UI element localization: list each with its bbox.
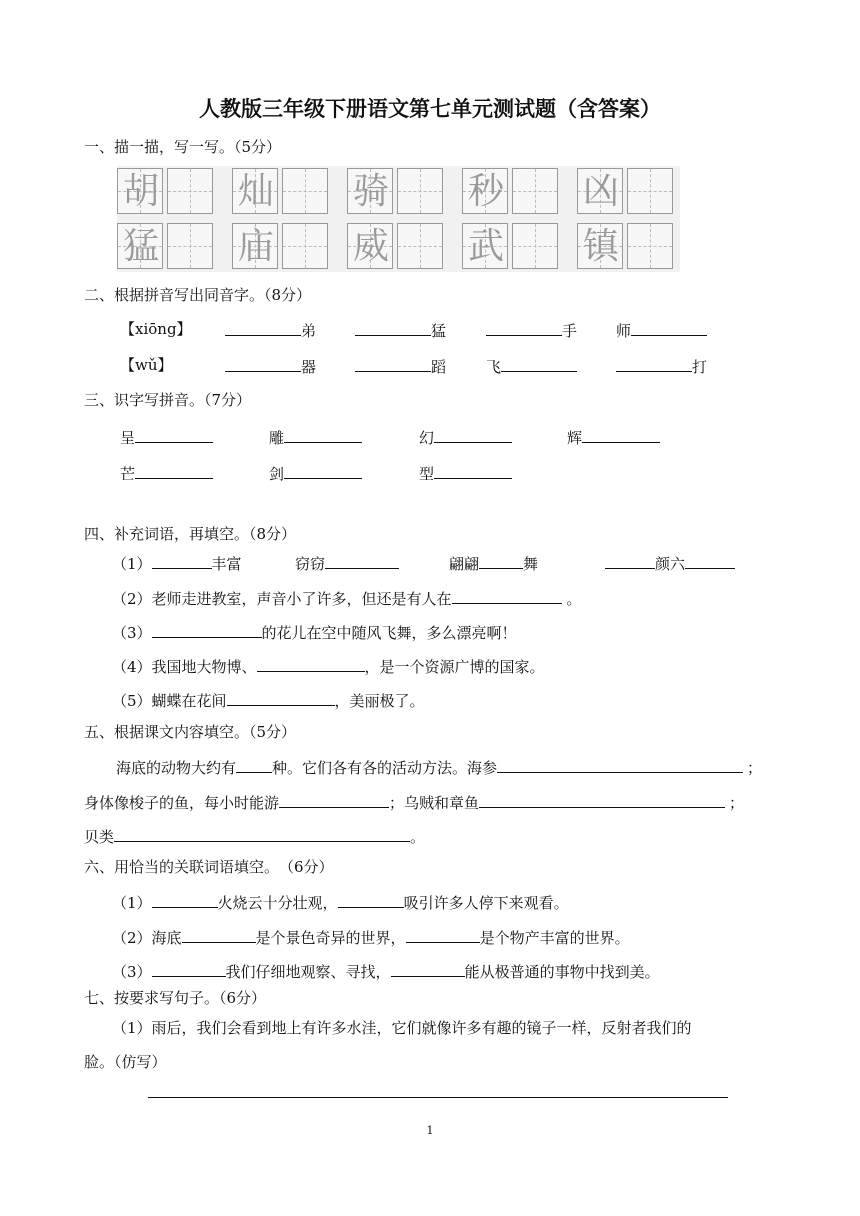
word-fragment: 手 bbox=[562, 322, 578, 340]
word-fragment: 弟 bbox=[301, 322, 317, 340]
answer-blank[interactable] bbox=[434, 462, 512, 479]
grid-cell bbox=[117, 166, 220, 214]
question-number: （3） bbox=[112, 963, 152, 981]
section-4-heading: 四、补充词语，再填空。（8分） bbox=[84, 525, 297, 543]
answer-blank[interactable] bbox=[616, 355, 692, 372]
trace-char: 秒 bbox=[467, 171, 504, 212]
word-fragment: 丰富 bbox=[211, 555, 242, 573]
word-fragment: 器 bbox=[301, 358, 317, 376]
answer-blank[interactable] bbox=[582, 426, 660, 443]
page-title: 人教版三年级下册语文第七单元测试题（含答案） bbox=[199, 97, 661, 121]
grid-cell bbox=[462, 221, 565, 269]
answer-blank[interactable] bbox=[631, 319, 707, 336]
pinyin-char: 剑 bbox=[269, 465, 285, 483]
question-text: 的花儿在空中随风飞舞，多么漂亮啊！ bbox=[261, 624, 517, 642]
grid-cell bbox=[347, 221, 450, 269]
answer-blank[interactable] bbox=[257, 655, 365, 672]
question-text: （4）我国地大物博、 bbox=[112, 658, 257, 676]
pinyin-char: 芒 bbox=[120, 465, 136, 483]
grid-cell bbox=[577, 221, 680, 269]
pinyin-char: 雕 bbox=[269, 429, 285, 447]
answer-blank[interactable] bbox=[284, 426, 362, 443]
word-fragment: 翩翩 bbox=[449, 555, 480, 573]
answer-blank[interactable] bbox=[279, 791, 389, 808]
pinyin-wu: 【wǔ】 bbox=[120, 356, 173, 374]
answer-blank[interactable] bbox=[355, 319, 431, 336]
page-number: 1 bbox=[426, 1124, 434, 1137]
grid-cell bbox=[232, 166, 335, 214]
word-fragment: 蹈 bbox=[431, 358, 447, 376]
grid-cell bbox=[577, 166, 680, 214]
punctuation: ； bbox=[747, 759, 763, 777]
answer-blank[interactable] bbox=[406, 926, 480, 943]
question-text: （1）雨后，我们会看到地上有许多水洼，它们就像许多有趣的镜子一样，反射者我们的 bbox=[112, 1019, 692, 1037]
question-text: 吸引许多人停下来观看。 bbox=[403, 894, 569, 912]
section-1-heading: 一、描一描，写一写。（5分） bbox=[84, 138, 282, 156]
word-fragment: 打 bbox=[692, 358, 708, 376]
question-number: （1） bbox=[112, 555, 152, 573]
answer-blank[interactable] bbox=[479, 552, 523, 569]
passage-text: 海底的动物大约有 bbox=[116, 759, 237, 777]
word-fragment: 师 bbox=[616, 322, 632, 340]
punctuation: ； bbox=[729, 794, 745, 812]
answer-blank[interactable] bbox=[152, 891, 218, 908]
section-6-heading: 六、用恰当的关联词语填空。 （6分） bbox=[84, 858, 334, 876]
answer-blank[interactable] bbox=[114, 825, 410, 842]
answer-blank[interactable] bbox=[135, 426, 213, 443]
question-text: 是个景色奇异的世界， bbox=[255, 929, 406, 947]
word-fragment: 舞 bbox=[523, 555, 539, 573]
question-text: 脸。（仿写） bbox=[84, 1053, 167, 1071]
answer-blank[interactable] bbox=[284, 462, 362, 479]
grid-cell bbox=[462, 166, 565, 214]
question-text: （2）老师走进教室，声音小了许多，但还是有人在 bbox=[112, 590, 452, 608]
pinyin-char: 辉 bbox=[567, 429, 583, 447]
question-text: 是个物产丰富的世界。 bbox=[479, 929, 630, 947]
section-3-heading: 三、识字写拼音。（7分） bbox=[84, 391, 252, 409]
section-7-heading: 七、按要求写句子。（6分） bbox=[84, 989, 267, 1007]
trace-char: 庙 bbox=[237, 226, 274, 267]
question-text: 我们仔细地观察、寻找， bbox=[225, 963, 391, 981]
answer-blank[interactable] bbox=[685, 552, 735, 569]
passage-text: ；乌贼和章鱼 bbox=[389, 794, 480, 812]
answer-blank[interactable] bbox=[236, 756, 272, 773]
question-text: ，美丽极了。 bbox=[334, 692, 425, 710]
answer-blank[interactable] bbox=[135, 462, 213, 479]
trace-char: 凶 bbox=[582, 171, 619, 212]
answer-blank[interactable] bbox=[338, 891, 404, 908]
word-fragment: 颜六 bbox=[655, 555, 686, 573]
answer-blank[interactable] bbox=[501, 355, 577, 372]
answer-blank[interactable] bbox=[225, 355, 301, 372]
tracing-grid bbox=[117, 166, 680, 272]
word-fragment: 窃窃 bbox=[295, 555, 326, 573]
pinyin-char: 呈 bbox=[120, 429, 136, 447]
trace-char: 镇 bbox=[582, 226, 619, 267]
answer-blank[interactable] bbox=[497, 756, 743, 773]
pinyin-xiong: 【xiōng】 bbox=[120, 320, 192, 338]
section-5-heading: 五、根据课文内容填空。（5分） bbox=[84, 723, 297, 741]
question-text: （5）蝴蝶在花间 bbox=[112, 692, 227, 710]
answer-blank[interactable] bbox=[391, 960, 465, 977]
question-text: 能从极普通的事物中找到美。 bbox=[464, 963, 660, 981]
answer-blank[interactable] bbox=[225, 319, 301, 336]
trace-char: 猛 bbox=[122, 226, 159, 267]
grid-cell bbox=[347, 166, 450, 214]
question-number: （3） bbox=[112, 624, 152, 642]
grid-cell bbox=[117, 221, 220, 269]
answer-blank[interactable] bbox=[434, 426, 512, 443]
section-2-heading: 二、根据拼音写出同音字。（8分） bbox=[84, 286, 312, 304]
question-text: 火烧云十分壮观， bbox=[217, 894, 338, 912]
answer-blank[interactable] bbox=[227, 689, 335, 706]
answer-blank[interactable] bbox=[152, 960, 226, 977]
answer-blank[interactable] bbox=[452, 587, 562, 604]
answer-blank[interactable] bbox=[325, 552, 399, 569]
grid-cell bbox=[232, 221, 335, 269]
answer-blank[interactable] bbox=[605, 552, 655, 569]
passage-text: 身体像梭子的鱼，每小时能游 bbox=[84, 794, 280, 812]
answer-blank[interactable] bbox=[182, 926, 256, 943]
word-fragment: 飞 bbox=[486, 358, 502, 376]
answer-blank[interactable] bbox=[479, 791, 725, 808]
punctuation: 。 bbox=[410, 828, 426, 846]
word-fragment: 猛 bbox=[431, 322, 447, 340]
answer-blank[interactable] bbox=[152, 621, 262, 638]
trace-char: 骑 bbox=[352, 171, 389, 212]
trace-char: 威 bbox=[352, 226, 389, 267]
question-number: （1） bbox=[112, 894, 152, 912]
answer-blank[interactable] bbox=[486, 319, 562, 336]
trace-char: 武 bbox=[467, 226, 504, 267]
passage-text: 种。它们各有各的活动方法。海参 bbox=[272, 759, 498, 777]
punctuation: 。 bbox=[566, 590, 582, 608]
trace-char: 灿 bbox=[237, 171, 274, 212]
question-number: （2）海底 bbox=[112, 929, 182, 947]
passage-text: 贝类 bbox=[84, 828, 115, 846]
answer-line[interactable] bbox=[148, 1097, 728, 1098]
pinyin-char: 幻 bbox=[419, 429, 435, 447]
trace-char: 胡 bbox=[122, 171, 159, 212]
pinyin-char: 型 bbox=[419, 465, 435, 483]
answer-blank[interactable] bbox=[152, 552, 212, 569]
question-text: ，是一个资源广博的国家。 bbox=[364, 658, 545, 676]
answer-blank[interactable] bbox=[355, 355, 431, 372]
